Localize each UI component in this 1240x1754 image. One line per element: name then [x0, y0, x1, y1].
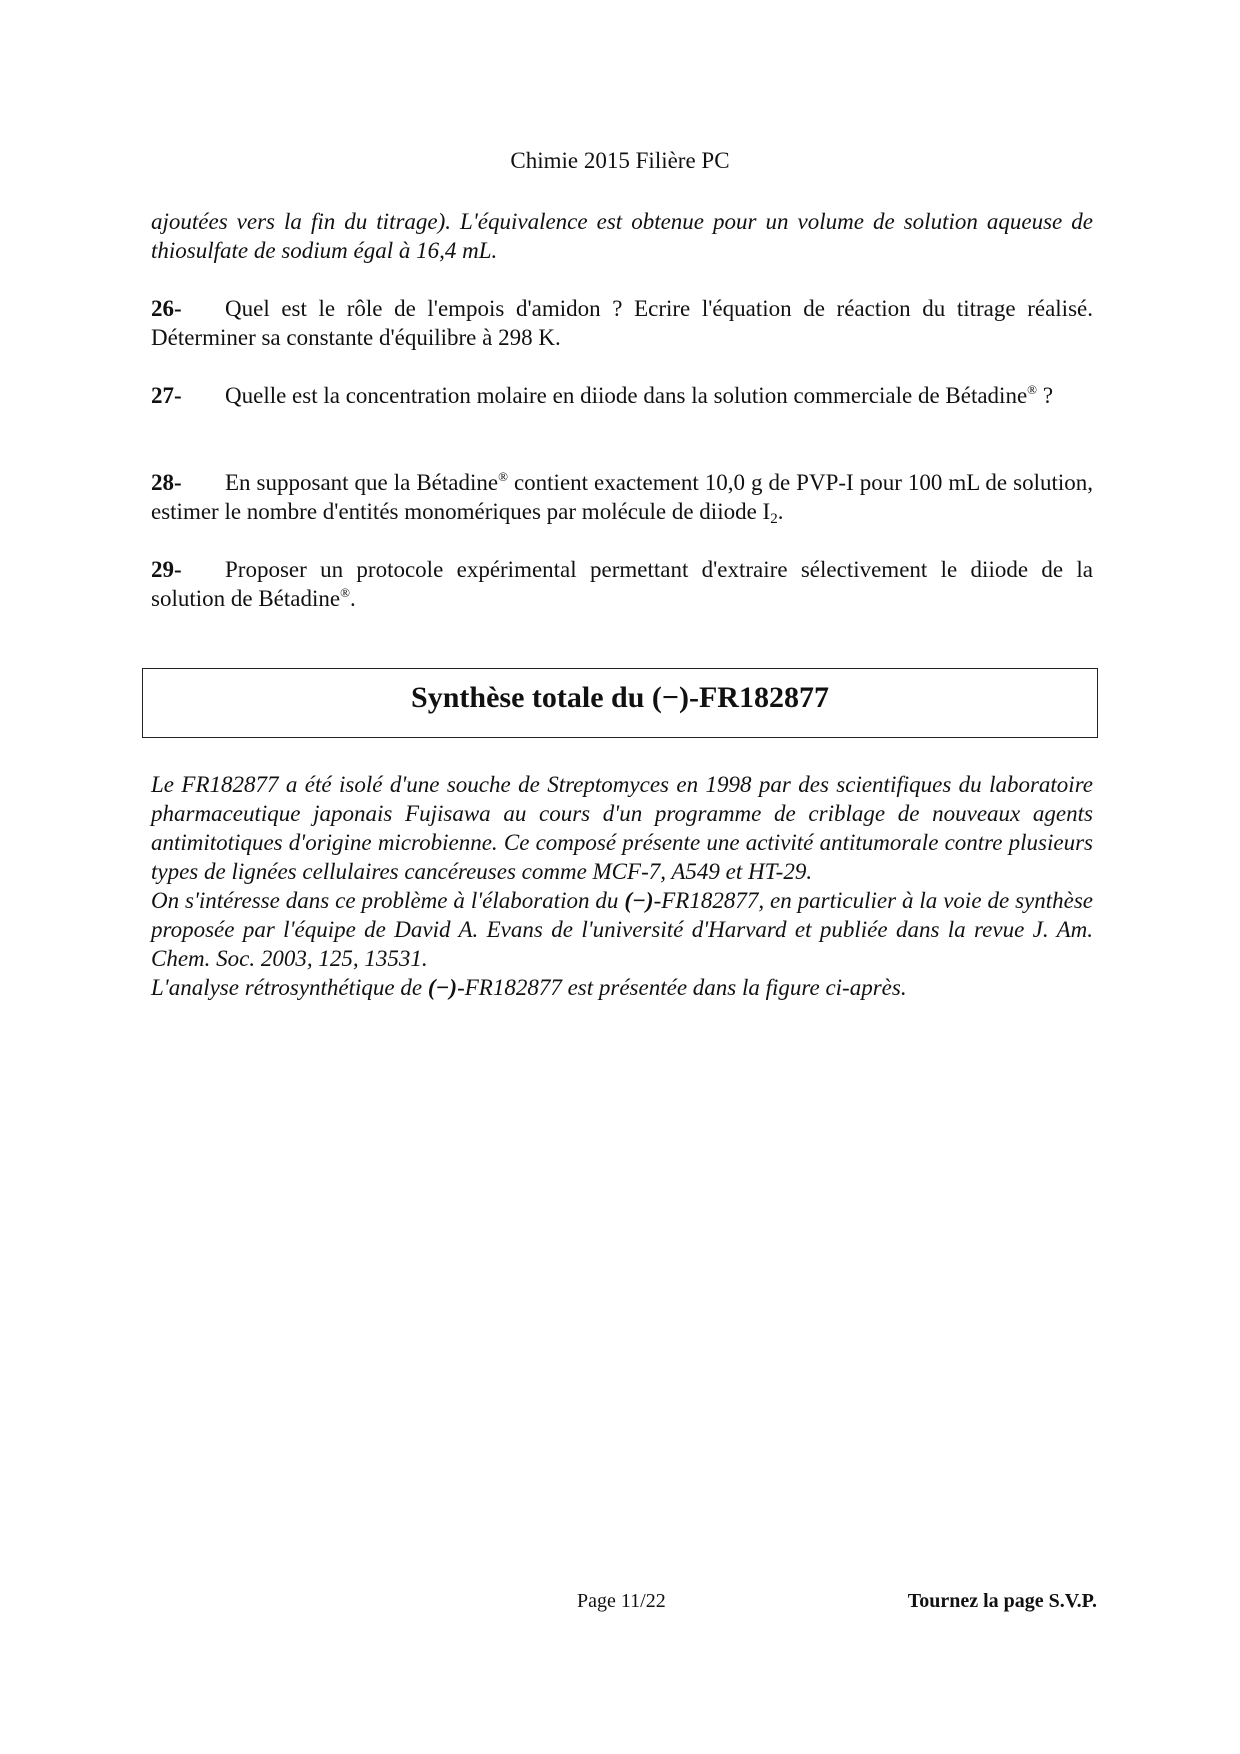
bold-stereo-descriptor: (−): [427, 975, 458, 1000]
section-title-box: [142, 668, 1098, 738]
question-text: Quelle est la concentration molaire en diiode dans la solution commerciale de Bétadine: [225, 383, 1028, 408]
question-29: [151, 555, 1093, 613]
question-text-end: .: [349, 586, 356, 611]
registered-mark: ®: [1027, 382, 1038, 397]
registered-mark: ®: [498, 469, 508, 484]
page-header: Chimie 2015 Filière PC: [510, 148, 730, 173]
question-text: En supposant que la Bétadine: [225, 470, 499, 495]
question-text-end: ?: [1037, 383, 1054, 408]
question-number: 27-: [151, 383, 182, 408]
subscript: 2: [770, 511, 778, 527]
paragraph-text: -FR182877 est présentée dans la figure ci-après.: [457, 975, 907, 1000]
question-number: 29-: [151, 557, 182, 582]
intro-paragraph: ajoutées vers la fin du titrage). L'équivalence est obtenue pour un volume de solution aqueuse de thiosulfate de sodium égal à 16,4 mL.: [151, 209, 1093, 263]
question-text: Quel est le rôle de l'empois d'amidon ? Ecrire l'équation de réaction du titrage réalisé. Déterminer sa constante d'équilibre à 298 K.: [151, 296, 1093, 350]
question-text: Proposer un protocole expérimental permettant d'extraire sélectivement le diiode de la solution de Bétadine: [151, 557, 1093, 611]
question-number: 26-: [151, 296, 182, 321]
question-27: [151, 381, 1093, 410]
section-body: [151, 770, 1093, 1002]
page-number: Page 11/22: [577, 1590, 666, 1612]
bold-stereo-descriptor: (−): [624, 888, 654, 913]
section-paragraph: [151, 886, 1093, 973]
section-paragraph: [151, 973, 1093, 1002]
registered-mark: ®: [340, 585, 350, 600]
question-number: 28-: [151, 470, 182, 495]
section-title: Synthèse totale du (−)-FR182877: [411, 681, 829, 714]
paragraph-text: On s'intéresse dans ce problème à l'élaboration du: [151, 888, 625, 913]
section-paragraph: Le FR182877 a été isolé d'une souche de Streptomyces en 1998 par des scientifiques du laboratoire pharmaceutique japonais Fujisawa au cours d'un programme de criblage de nouveaux agents antimitotiques d'origine microbienne. Ce composé présente une activité antitumorale contre plusieurs types de lignées cellulaires cancéreuses comme MCF-7, A549 et HT-29.: [151, 772, 1093, 884]
question-text-end: .: [777, 499, 784, 524]
question-26: [151, 294, 1093, 352]
paragraph-text: -FR182877, en particulier à la voie de synthèse proposée par l'équipe de David A. Evans de l'université d'Harvard et publiée dans la revue J. Am. Chem. Soc. 2003, 125, 13531.: [151, 888, 1094, 971]
paragraph-text: L'analyse rétrosynthétique de: [151, 975, 428, 1000]
question-28: [151, 468, 1093, 526]
turn-page-note: Tournez la page S.V.P.: [907, 1590, 1097, 1612]
question-text-middle: contient exactement 10,0 g de PVP-I pour 100 mL de solution, estimer le nombre d'entités monomériques par molécule de diiode I: [151, 470, 1093, 524]
